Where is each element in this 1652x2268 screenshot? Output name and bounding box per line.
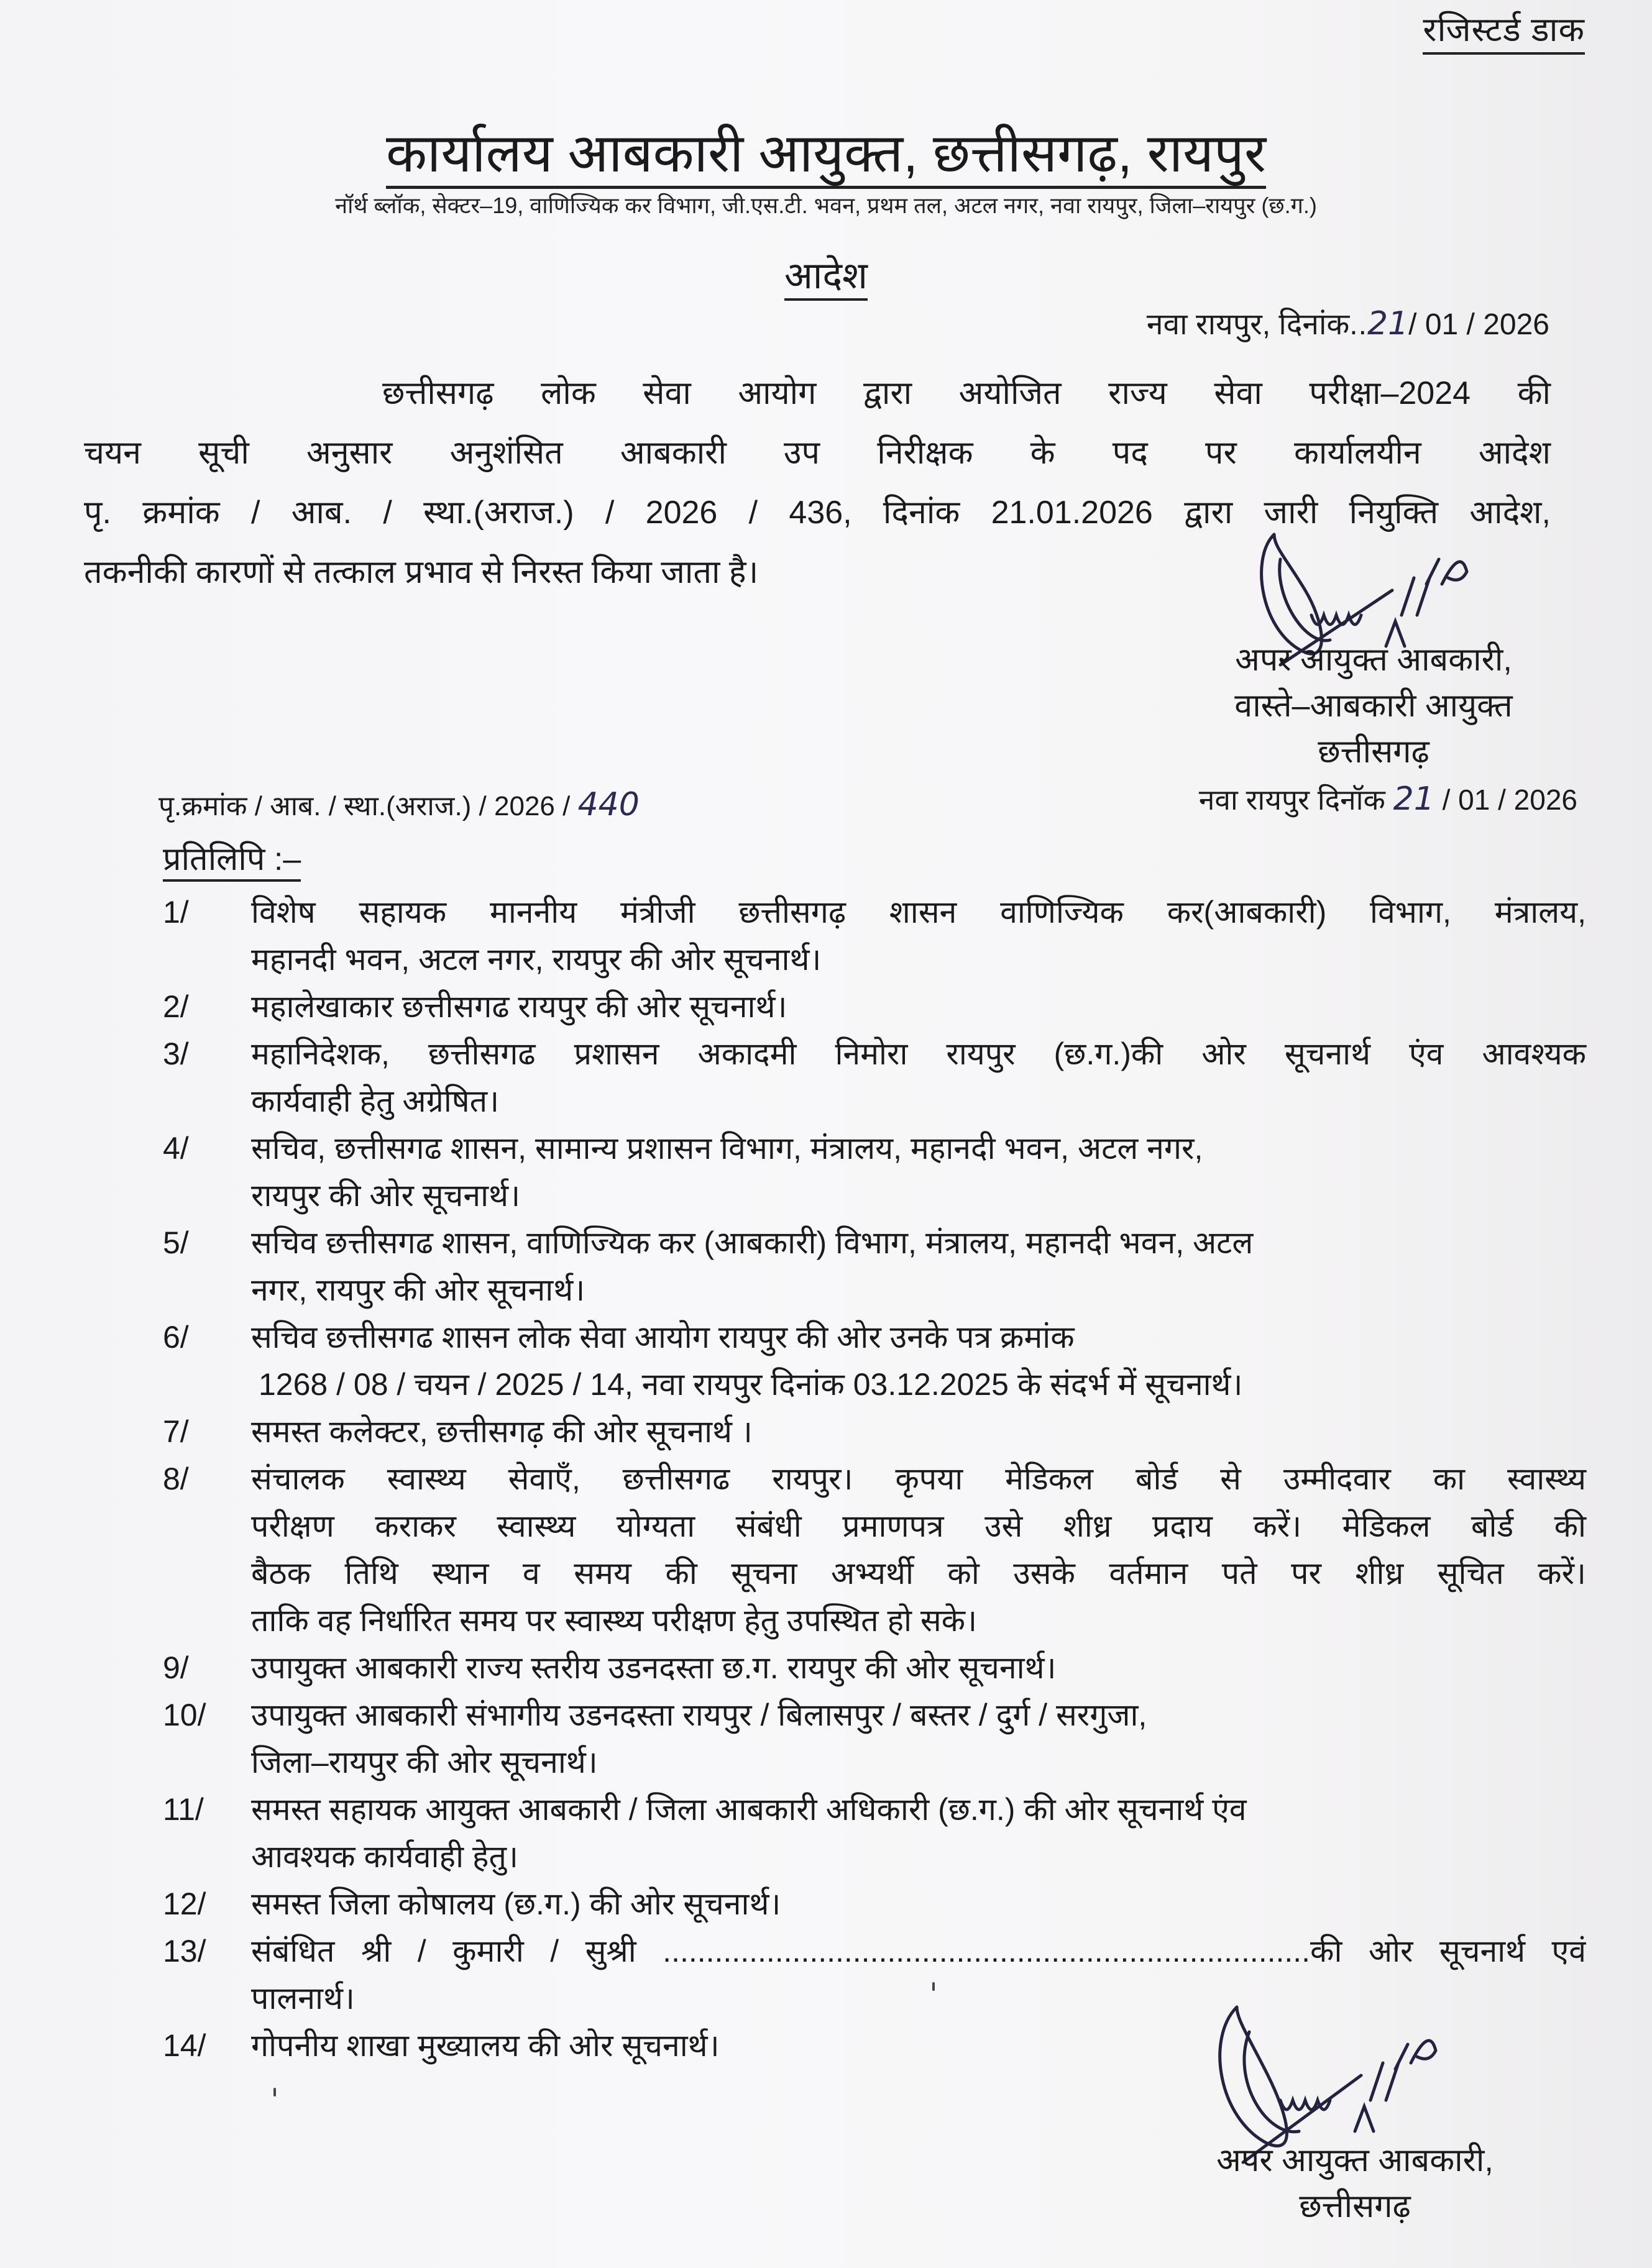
ref-date-prefix: नवा रायपुर दिनॉक (1198, 784, 1385, 816)
list-item-line: कार्यवाही हेतु अग्रेषित। (251, 1084, 500, 1118)
list-item-number: 12/ (163, 1886, 206, 1921)
list-item-number: 2/ (163, 989, 189, 1024)
scan-speck (273, 2088, 276, 2097)
order-heading-text: आदेश (784, 255, 868, 301)
list-item-line: सचिव छत्तीसगढ शासन लोक सेवा आयोग रायपुर की ओर उनके पत्र क्रमांक (251, 1320, 1075, 1355)
list-item-line: ताकि वह निर्धारित समय पर स्वास्थ्य परीक्षण हेतु उपस्थित हो सके। (251, 1603, 978, 1638)
list-item-text (251, 1455, 1586, 1644)
list-item (163, 1125, 1586, 1219)
copy-recipient-list (163, 889, 1586, 2069)
order-heading (0, 249, 1652, 300)
order-place-date (1147, 303, 1549, 344)
handwritten-day: 21 (1367, 305, 1409, 342)
endorsement-date (1199, 780, 1577, 818)
place-date-dots: .. (1349, 308, 1367, 341)
list-item-line: महानदी भवन, अटल नगर, रायपुर की ओर सूचनार्थ। (251, 942, 822, 977)
list-item-number: 9/ (163, 1650, 189, 1685)
list-item-number: 8/ (163, 1461, 189, 1496)
list-item-line: समस्त जिला कोषालय (छ.ग.) की ओर सूचनार्थ। (251, 1886, 781, 1921)
list-item (163, 1786, 1586, 1880)
list-item-line: सचिव, छत्तीसगढ शासन, सामान्य प्रशासन विभाग, मंत्रालय, महानदी भवन, अटल नगर, (251, 1131, 1203, 1166)
signatory-1-line: छत्तीसगढ़ (1318, 734, 1429, 770)
list-item-line: संचालक स्वास्थ्य सेवाएँ, छत्तीसगढ रायपुर। कृपया मेडिकल बोर्ड से उम्मीदवार का स्वास्थ्य (251, 1461, 1586, 1496)
list-item-number: 14/ (163, 2028, 206, 2063)
list-item-line: समस्त सहायक आयुक्त आबकारी / जिला आबकारी अधिकारी (छ.ग.) की ओर सूचनार्थ एंव (251, 1792, 1247, 1827)
list-item-text (251, 983, 1586, 1030)
order-body-line: पृ. क्रमांक / आब. / स्था.(अराज.) / 2026 / 436, दिनांक 21.01.2026 द्वारा जारी नियुक्ति आदेश, (84, 495, 1551, 531)
list-item (163, 889, 1586, 983)
list-item-text (251, 1314, 1586, 1408)
list-item-text (251, 1219, 1586, 1314)
list-item-text (251, 1030, 1586, 1125)
list-item-line: रायपुर की ओर सूचनार्थ। (251, 1178, 521, 1213)
list-item-text (251, 1691, 1586, 1786)
list-item-text (251, 1786, 1586, 1880)
list-item (163, 1219, 1586, 1314)
list-item (163, 1644, 1586, 1691)
list-item-text (251, 1644, 1586, 1691)
list-item-number: 6/ (163, 1320, 189, 1355)
list-item-line: महालेखाकार छत्तीसगढ रायपुर की ओर सूचनार्थ। (251, 989, 787, 1024)
copy-heading (163, 836, 301, 880)
list-item (163, 983, 1586, 1030)
list-item-line: गोपनीय शाखा मुख्यालय की ओर सूचनार्थ। (251, 2028, 720, 2063)
ref-prefix: पृ.क्रमांक / आब. / स्था.(अराज.) / 2026 / (158, 791, 571, 821)
signatory-1-line: अपर आयुक्त आबकारी, (1235, 642, 1512, 678)
scan-speck (932, 1982, 935, 1991)
list-item-text (251, 1880, 1586, 1927)
signatory-2-block (1175, 2138, 1535, 2229)
list-item (163, 1880, 1586, 1927)
list-item-line: उपायुक्त आबकारी संभागीय उडनदस्ता रायपुर / बिलासपुर / बस्तर / दुर्ग / सरगुजा, (251, 1698, 1147, 1732)
list-item-line: संबंधित श्री / कुमारी / सुश्री ...........................................................................की ओर सूचनार्थ एवं (251, 1934, 1586, 1968)
list-item-line: पालनार्थ। (251, 1981, 355, 2016)
ref-date-suffix: / 01 / 2026 (1442, 784, 1577, 816)
list-item-line: परीक्षण कराकर स्वास्थ्य योग्यता संबंधी प्रमाणपत्र उसे शीध्र प्रदाय करें। मेडिकल बोर्ड की (251, 1509, 1586, 1543)
order-body-line: छत्तीसगढ़ लोक सेवा आयोग द्वारा अयोजित राज्य सेवा परीक्षा–2024 की (382, 375, 1551, 411)
list-item-number: 3/ (163, 1036, 189, 1071)
list-item-text (251, 1408, 1586, 1455)
signatory-2-line: छत्तीसगढ़ (1299, 2188, 1411, 2225)
list-item-number: 1/ (163, 895, 189, 930)
signatory-1-block (1200, 637, 1548, 775)
list-item-number: 4/ (163, 1131, 189, 1166)
place-date-prefix: नवा रायपुर, दिनांक (1146, 308, 1350, 341)
list-item (163, 1408, 1586, 1455)
list-item (163, 1314, 1586, 1408)
list-item-line: 1268 / 08 / चयन / 2025 / 14, नवा रायपुर दिनांक 03.12.2025 के संदर्भ में सूचनार्थ। (259, 1367, 1243, 1402)
list-item-line: नगर, रायपुर की ओर सूचनार्थ। (251, 1273, 585, 1307)
office-title (0, 115, 1652, 188)
list-item-line: आवश्यक कार्यवाही हेतु। (251, 1839, 518, 1874)
list-item-number: 7/ (163, 1414, 189, 1449)
office-title-text: कार्यालय आबकारी आयुक्त, छत्तीसगढ़, रायपुर (386, 124, 1266, 189)
order-body-line: तकनीकी कारणों से तत्काल प्रभाव से निरस्त किया जाता है। (84, 554, 759, 590)
list-item-line: बैठक तिथि स्थान व समय की सूचना अभ्यर्थी को उसके वर्तमान पते पर शीध्र सूचित करें। (251, 1556, 1586, 1591)
list-item-line: जिला–रायपुर की ओर सूचनार्थ। (251, 1745, 598, 1780)
list-item-line: उपायुक्त आबकारी राज्य स्तरीय उडनदस्ता छ.ग. रायपुर की ओर सूचनार्थ। (251, 1650, 1057, 1685)
copy-heading-text: प्रतिलिपि :– (163, 841, 301, 882)
place-date-suffix: / 01 / 2026 (1408, 308, 1549, 341)
list-item (163, 1455, 1586, 1644)
list-item-line: विशेष सहायक माननीय मंत्रीजी छत्तीसगढ़ शासन वाणिज्यिक कर(आबकारी) विभाग, मंत्रालय, (251, 895, 1586, 930)
ref-handwritten-day: 21 (1393, 780, 1434, 818)
list-item-number: 10/ (163, 1698, 206, 1732)
list-item-line: महानिदेशक, छत्तीसगढ प्रशासन अकादमी निमोरा रायपुर (छ.ग.)की ओर सूचनार्थ एंव आवश्यक (251, 1036, 1586, 1071)
order-body-line: चयन सूची अनुसार अनुशंसित आबकारी उप निरीक्षक के पद पर कार्यालयीन आदेश (84, 435, 1551, 471)
list-item-number: 11/ (163, 1792, 204, 1827)
list-item-line: समस्त कलेक्टर, छत्तीसगढ़ की ओर सूचनार्थ । (251, 1414, 753, 1449)
list-item-text (251, 889, 1586, 983)
list-item-number: 13/ (163, 1934, 206, 1968)
endorsement-reference (158, 786, 640, 823)
list-item (163, 1691, 1586, 1786)
signatory-1-line: वास्ते–आबकारी आयुक्त (1234, 688, 1513, 724)
office-address: नॉर्थ ब्लॉक, सेक्टर–19, वाणिज्यिक कर विभाग, जी.एस.टी. भवन, प्रथम तल, अटल नगर, नवा रायपुर, जिला–रायपुर (छ.ग.) (335, 193, 1317, 218)
list-item-number: 5/ (163, 1225, 189, 1260)
registered-mail-label: रजिस्टर्ड डाक (1423, 5, 1585, 55)
list-item-text (251, 1125, 1586, 1219)
list-item (163, 1030, 1586, 1125)
list-item-line: सचिव छत्तीसगढ शासन, वाणिज्यिक कर (आबकारी) विभाग, मंत्रालय, महानदी भवन, अटल (251, 1225, 1254, 1260)
ref-handwritten-number: 440 (577, 786, 640, 823)
signatory-2-line: अपर आयुक्त आबकारी, (1216, 2142, 1494, 2179)
